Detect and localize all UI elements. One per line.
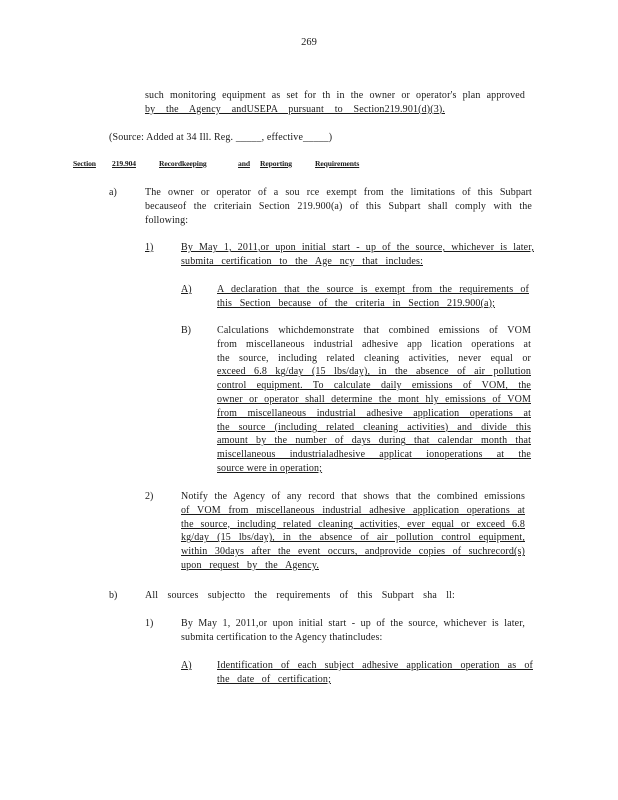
section-title-part: Requirements [315,159,360,168]
item-label: 1) [145,618,154,629]
paragraph-line: exceed 6.8 kg/day (15 lbs/day), in the absence of air pollution [217,366,531,378]
paragraph-line: submita certification to the Age ncy that includes: [181,255,423,267]
paragraph-line: source were in operation; [217,462,323,474]
paragraph-line: Identification of each subject adhesive application operation as of [217,660,533,671]
paragraph-line: A declaration that the source is exempt from the requirements of [217,284,529,295]
item-label: 1) [145,242,154,253]
paragraph-line: the source (including related cleaning activities) and divide this [217,421,531,433]
paragraph-line: from miscellaneous industrial adhesive app lication operations at [217,338,531,350]
paragraph-line: kg/day (15 lbs/day), in the absence of air pollution control equipment, [181,532,525,544]
intro-paragraph [145,89,525,117]
paragraph-line: miscellaneous industrialadhesive applicat ionoperations at the [217,449,531,461]
paragraph-line: becauseof the criteriain Section 219.900(a) of this Subpart shall comply with the [145,200,532,212]
paragraph-line: The owner or operator of a sou rce exempt from the limitations of this Subpart [145,187,532,198]
paragraph-line: following: [145,214,189,226]
paragraph-line: By May 1, 2011,or upon initial start - up of the source, whichever is later, [181,242,534,253]
paragraph-line: upon request by the Agency. [181,559,319,571]
subitem-label: A) [181,660,192,671]
paragraph-line: this Section because of the criteria in Section 219.900(a); [217,297,495,309]
subitem-b1A-text [217,659,533,687]
section-title-part: and [238,159,250,168]
paragraph-line: By May 1, 2011,or upon initial start - up of the source, whichever is later, [181,618,525,629]
intro-line: by the Agency andUSEPA pursuant to Section219.901(d)(3). [145,103,445,115]
paragraph-line: Notify the Agency of any record that shows that the combined emissions [181,491,525,502]
subitem-a1A-text [217,283,529,311]
paragraph-line: the source, including related cleaning activities, ever equal or exceed 6.8 [181,518,525,530]
intro-line: such monitoring equipment as set for th in the owner or operator's plan approved [145,90,525,101]
paragraph-line: amount by the number of days during that calendar month that [217,435,531,447]
paragraph-line: from miscellaneous industrial adhesive application operations at [217,407,531,419]
item-a1-text [181,241,534,269]
paragraph-line: the source, including related cleaning activities, never equal or [217,352,531,364]
paragraph-line: Calculations whichdemonstrate that combined emissions of VOM [217,325,531,336]
item-b1-text [181,617,525,645]
subsection-a-text [145,186,532,227]
item-a2-text [181,490,525,573]
paragraph-line: of VOM from miscellaneous industrial adhesive application operations at [181,504,525,516]
paragraph-line: All sources subjectto the requirements of this Subpart sha ll: [145,590,455,601]
subsection-label: a) [109,187,117,198]
paragraph-line: owner or operator shall determine the mont hly emissions of VOM [217,393,531,405]
source-note: (Source: Added at 34 Ill. Reg. _____, effective_____) [109,132,333,143]
paragraph-line: submita certification to the Agency thatincludes: [181,631,383,643]
section-title-part: Recordkeeping [159,159,207,168]
paragraph-line: within 30days after the event occurs, andprovide copies of suchrecord(s) [181,546,525,558]
subitem-label: A) [181,284,192,295]
section-number: 219.904 [112,159,136,168]
subitem-a1B-text [217,324,531,476]
section-title-part: Reporting [260,159,293,168]
section-word: Section [73,159,96,168]
subsection-label: b) [109,590,118,601]
paragraph-line: the date of certification; [217,673,331,685]
paragraph-line: control equipment. To calculate daily emissions of VOM, the [217,380,531,392]
subsection-b-text [145,589,455,603]
subitem-label: B) [181,325,191,336]
page-number: 269 [301,37,317,48]
item-label: 2) [145,491,154,502]
